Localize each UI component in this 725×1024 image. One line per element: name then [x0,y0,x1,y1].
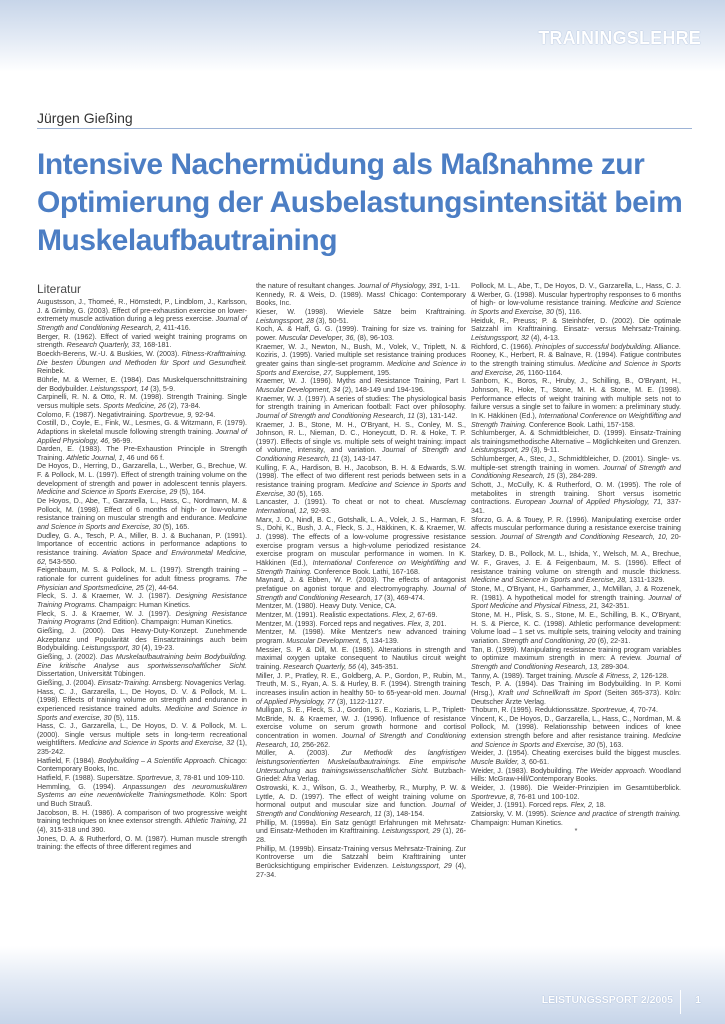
reference-text: Koch, A. & Haff, G. G. (1999). Training for size vs. training for power. [256,325,466,342]
reference-entry [37,809,247,835]
reference-text: Jacobson, B. H. (1986). A comparison of two progressive weight training techniques on knee extensor strength. [37,808,247,826]
reference-entry [256,325,466,342]
reference-pages: (5), 116. [553,307,582,316]
reference-text: Sanborn, K., Boros, R., Hruby, J., Schilling, B., O'Bryant, H., Johnson, R., Hoke, T., Stone, M. H. & Stone, M. E. (1998). Performance effects of weight training with multiple sets not to failure versus a single set to failure in women: a preliminary study. In K. Häkkinen (Ed.), [471,377,681,420]
reference-source: Principles of successful bodybuilding. [534,342,653,351]
reference-pages: (4), 4-13. [528,333,560,342]
reference-pages: 543-550. [46,557,77,566]
reference-source: Medicine and Science in Sports and Exercise, 32 [78,739,235,748]
reference-entry [256,516,466,577]
reference-text: Hass, C. J., Garzarella, L., De Hoyos, D. V. & Pollock, M. L. (2000). Single versus multiple sets in long-term recreational weightlifters. [37,722,247,748]
reference-entry [256,672,466,707]
reference-text: Vincent, K., De Hoyos, D., Garzarella, L., Hass, C., Nordman, M. & Pollock, M. (1998). Relationsship between indices of knee extension strength before and after resistance training. [471,714,681,741]
reference-source: Journal of Strength and Conditioning Research, 11 [256,801,466,819]
reference-text: Maynard, J. & Ebben, W. P. (2003). The effects of antagonist prefatigue on agonist torque and electromyography. [256,576,466,593]
reference-source: Flex, 2, [570,801,594,810]
reference-entry [256,395,466,421]
reference-pages: 256-262. [300,740,331,749]
page-number: 1 [695,994,701,1006]
reference-pages: (Seiten 365-373). Köln: Deutscher Ärzte Verlag. [471,688,681,706]
reference-text: Hemmling, G. (1994). [37,782,123,791]
reference-entry [471,680,681,706]
reference-text: Kraemer, W. J. (1997). A series of studies: The physiological basis for strength training in American football: Fact over philosophy. [256,394,466,412]
footer-band [0,946,725,1024]
reference-pages: 92-93. [308,507,331,516]
reference-source: Journal of Applied Physiology, 46, [37,427,247,445]
reference-source: Journal of Strength and Conditioning Research, 11 [256,411,415,420]
reference-entry [37,835,247,852]
reference-pages: (3), 469-474. [382,593,425,602]
reference-source: Research Quarterly, 33, [66,341,142,350]
reference-source: Muscular Development, 5, [286,636,369,645]
reference-text: the nature of resultant changes. [256,282,358,290]
reference-pages: (4), 19-23. [139,644,175,653]
reference-text: Schlumberger, A., Stec, J., Schmidtbleicher, D. (2001). Single- vs. multiple-set strength training in women. [471,455,681,472]
reference-text: Boeckh-Berens, W.-U. & Buskies, W. (2003). [37,349,182,358]
reference-text: Messier, S. P. & Dill, M. E. (1985). Alterations in strength and maximal oxygen uptake consequent to Nautilus circuit weight training. [256,645,466,671]
reference-text: Phillip, M. (1999a). Ein Satz genügt! Erfahrungen mit Mehrsatz- und Einsatz-Methoden im Krafttraining. [256,818,466,836]
reference-text: De Hoyos, D., Abe, T., Garzarella, L., Hass, C., Nordmann, M. & Pollock, M. (1998). Effect of 6 months of high- or low-volume resistance training on muscular strength and endurance. [37,497,247,523]
reference-source: Einsatz-Training. [97,678,151,687]
reference-pages: 20-24. [471,533,682,550]
reference-pages: (2), 148-149 und 194-196. [340,385,425,394]
reference-source: Athletic Training, 21 [184,817,247,826]
reference-pages: 168-181. [141,341,172,350]
reference-text: Mentzer, M. (1998). Mike Mentzer's new advanced training program. [256,628,466,645]
reference-entry [37,627,247,653]
reference-entry [256,646,466,672]
reference-source: Leistungssport, 32 [471,333,529,342]
reference-entry [471,282,681,317]
reference-pages: Conference Book. Lathi, 167-168. [311,567,420,576]
reference-text: Hass, C. J., Garzarella, L., De Hoyos, D. V. & Pollock, M. L. (1998). Effects of training volume on strength and endurance in experienced resistance trained adults. [37,687,247,713]
reference-entry [37,462,247,497]
end-mark: * [574,827,578,836]
reference-source: Anpassungen des neuromuskulären Systems an eine neuentwickelte Trainingsmethode. [37,782,247,800]
reference-entry [471,585,681,611]
reference-pages: Dissertation, Universität Tübingen. [37,670,146,679]
reference-source: Journal of Strength and Conditioning Research, 2, [37,315,247,332]
reference-entry [256,343,466,378]
reference-pages: (1), 26-28. [256,827,466,844]
reference-text: Colomo, F. (1987). Negativtraining. [37,410,149,419]
reference-entry [256,784,466,819]
reference-entry [256,421,466,464]
reference-source: Leistungssport, 14 [90,384,149,393]
reference-source: Leistungssport, 30 [81,644,140,653]
reference-entry [37,653,247,679]
reference-source: The Weider approach. [575,766,647,775]
reference-source: Flex, 2, [392,610,416,619]
reference-pages: 67-69. [415,610,438,619]
reference-text: Tanny, A. (1989). Target training. [471,671,575,680]
reference-entry [471,343,681,352]
reference-column-3 [471,282,681,836]
reference-pages: 18. [593,801,606,810]
reference-text: Gießing, J. (2002). [37,652,101,661]
header-rule [37,128,692,129]
reference-text: Müller, A. (2003). [256,749,342,758]
reference-entry [471,351,681,377]
reference-entry [256,464,466,499]
reference-pages: (4), 27-34. [256,861,466,879]
reference-entry [37,298,247,333]
reference-text: Ostrowski, K. J., Wilson, G. J., Weatherby, R., Murphy, P. W. & Lyttle, A. D. (1997). The effect of weight training volume on hormonal output and muscular size and function. [256,784,466,810]
reference-text: Kraemer, J. B., Stone, M. H., O'Bryant, H. S., Conley, M. S., Johnson, R. L., Nieman, D. C., Honeycutt, D. R. & Hoke, T. P. (1997). Effects of single vs. multiple sets of weight training: impact of volume, intensity, and variation. [256,420,466,455]
reference-source: Research Quarterly, 56 [283,662,357,671]
reference-source: Sportrevue, 3, [136,774,182,783]
reference-text: Gießing, J. (2000). Das Heavy-Duty-Konzept. Zunehmende Akzeptanz und Popularität des Einsatztrainings auch beim Bodybuilding. [37,626,247,653]
reference-entry [471,646,681,672]
reference-text: Rooney, K., Herbert, R. & Balnave, R. (1994). Fatigue contributes to the strength training stimulus. [471,351,681,368]
reference-pages: (3), 1122-1127. [334,697,385,706]
reference-entry [471,317,681,343]
reference-column-1 [37,298,247,852]
reference-entry [471,377,681,429]
reference-entry [471,455,681,481]
reference-text: Hatfield, F. (1988). Supersätze. [37,774,137,783]
reference-pages: (2), 44-64. [143,583,179,592]
reference-source: Journal of Strength and Conditioning Research, 11 [256,446,466,464]
reference-source: Science and practice of strength training. [550,810,681,819]
reference-source: Leistungssport, 29 [382,827,441,836]
reference-source: Musclemag International, 12, [256,498,466,516]
reference-pages: (3), 143-147. [339,455,382,464]
reference-source: Medicine and Science in Sports and Exercise, 27, [256,359,466,377]
reference-entry [37,757,247,774]
reference-text: Kraemer, W. J., Newton, N., Bush, M., Volek, V., Triplett, N. & Koziris, J. (1995). Varied multiple set resistance training produces greater gains than single-set programm. [256,342,466,368]
reference-entry [471,801,681,810]
reference-text: Augustsson, J., Thomeé, R., Hörnstedt, P., Lindblom, J., Karlsson, J. & Grimby, G. (2003). Effect of pre-exhaustion exercise on lower-extremety muscle activation during a leg press exercise. [37,298,247,324]
reference-entry [256,576,466,602]
reference-source: International Conference on Weightlifting and Strength Training. [256,559,466,576]
reference-text: Kennedy, R. & Weis, D. (1989). Mass! Chicago: Contemporary Books, Inc. [256,290,466,308]
reference-pages: 201. [430,619,447,628]
reference-pages: 337-341. [471,498,681,516]
reference-source: Journal of Sport Medicine and Physical Fitness, 21, [471,593,681,611]
reference-source: Sportrevue, 8, [471,792,516,801]
reference-entry [256,706,466,749]
reference-text: Kraemer, W. J. (1996). Myths and Resistance Training, Part I. [256,377,466,386]
reference-source: Aviation Space and Environmetal Medicine, 62, [37,549,247,566]
reference-entry [37,333,247,350]
reference-source: Journal of Strength and Conditioning Research, 15 [471,463,681,481]
reference-pages: Champaign: Human Kinetics. [96,600,191,609]
reference-pages: 70-74. [635,706,658,715]
reference-text: Weider, J. (1986). Die Weider-Prinzipien im Gesamtüberblick. [471,784,681,793]
reference-entry [37,419,247,445]
reference-text: Kieser, W. (1998). Wieviele Sätze beim Krafttraining. [256,307,466,316]
reference-pages: 134-139. [368,636,399,645]
reference-text: Pollock, M. L., Abe, T., De Hoyos, D. V., Garzarella, L., Hass, C. J. & Werber, G. (1998). Muscular hypertrophy responses to 6 months of high- or low-volume resistance training. [471,282,681,308]
reference-entry [256,611,466,620]
reference-text: Carpinelli, R. N. & Otto, R. M. (1998). Strength Training. Single versus multiple sets. [37,393,247,410]
reference-text: Kulling, F. A., Hardison, B. H., Jacobson, B. H. & Edwards, S.W. (1998). The effect of two different rest periods between sets in a resistance training program. [256,463,466,490]
reference-text: Weider, J. (1983). Bodybuilding. [471,766,576,775]
reference-entry [256,291,466,308]
reference-entry [37,445,247,462]
reference-pages: (8), 96-103. [355,333,395,342]
reference-source: Journal of Strength and Conditioning Research, 17 [256,584,467,602]
reference-entry [37,783,247,809]
reference-entry [37,497,247,532]
reference-entry [256,498,466,515]
reference-pages: (3), 284-289. [554,472,598,481]
reference-pages: Arnsberg: Novagenics Verlag. [150,678,246,687]
reference-text: Bührle, M. & Werner, E. (1984). Das Muskelquerschnittstraining der Bodybuilder. [37,375,247,393]
reference-entry [471,715,681,750]
reference-text: Schott, J., McCully, K. & Rutherford, O. M. (1995). The role of metabolites in strength training. Short versus isometric contractions. [471,481,681,507]
reference-source: Strength and Conditioning, 20 [501,636,596,645]
reference-text: Schlumberger, A. & Schmidtbleicher, D. (1999). Einsatz-Training als trainingsmethodische Alternative – Möglichkeiten und Grenzen. [471,429,681,446]
reference-pages: 60-61. [527,758,550,767]
section-label: TRAININGSLEHRE [538,28,701,48]
reference-entry [256,377,466,394]
journal-issue: LEISTUNGSSPORT 2/2005 [541,994,673,1006]
reference-entry [471,810,681,827]
footer-divider [680,990,681,1014]
reference-text: Lancaster, J. (1991). To cheat or not to cheat. [256,498,430,507]
reference-pages: (5), 164. [177,488,206,497]
reference-pages: Köln: Sport und Buch Strauß. [37,791,247,809]
reference-pages: (5), 165. [160,523,190,532]
reference-source: Medicine and Science in Sports and Exercise, 28, [471,576,628,585]
author-name: Jürgen Gießing [37,110,133,126]
reference-source: Medicine and Science in Sports and exercise, 30 [37,704,247,722]
reference-pages: Butzbach-Griedel: Afra Verlag. [256,766,466,784]
title-line: Optimierung der Ausbelastungsintensität beim [37,186,683,219]
reference-text: Gießing, J. (2004). [37,678,98,687]
reference-entry [471,767,681,784]
reference-entry [471,550,681,585]
reference-source: Das Muskelaufbautraining beim Bodybuilding. Eine kritische Analyse aus sportwissenschaftlicher Sicht. [37,652,247,670]
reference-source: Medicine and Science in Sports and Exercise, 30 [471,299,682,316]
reference-text: Weider, J. (1954). Cheating exercises build the biggest muscles. [471,749,681,758]
reference-text: Fleck, S. J. & Kraemer, W. J. (1987). [37,592,176,601]
reference-pages: (3), 131-142. [414,411,458,420]
reference-entry [37,393,247,410]
reference-entry [37,688,247,723]
reference-entry [37,679,247,688]
reference-entry [471,784,681,801]
reference-text: Phillip, M. (1999b). Einsatz-Training versus Mehrsatz-Training. Zur Kontroverse um die Satzzahl beim Krafttraining unter Berücksichtigung empirischer Evidenzen. [256,844,466,870]
reference-source: Medicine and Science in Sports and Exercise, 30 [471,732,681,749]
reference-source: The Physician and Sportsmedicine, 25 [37,575,247,592]
reference-pages: Supplement, 195. [333,368,391,377]
reference-pages: (5), 163. [594,740,624,749]
reference-text: Mulligan, S. E., Fleck, S. J., Gordon, S. E., Koziaris, L. P., Triplett-McBride, N. & Kraemer, W. J. (1996). Influence of resistance exercise volume on serum growth hormone and cortisol concentration in women. [256,706,466,741]
reference-text: Tan, B. (1999). Manipulating resistance training program variables to optimize maximum strength in men: A review. [471,645,681,663]
reference-pages: (1), 235-242. [37,739,247,757]
reference-text: Tesch, P. A. (1994). Das Training im Bodybuilding. In P. Komi (Hrsg.), [471,680,681,697]
reference-source: Muscle & Fitness, 2, [574,671,639,680]
reference-pages: Alliance. [652,342,681,351]
reference-source: Leistungssport, 29 [471,446,529,455]
reference-pages: 411-416. [161,323,191,332]
reference-entry [256,308,466,325]
reference-pages: Reinbek. [37,367,65,376]
reference-source: Sports Medicine, 26 [103,401,166,410]
reference-entry [471,429,681,455]
reference-pages: (2), 73-84. [165,401,201,410]
reference-entry [256,602,466,611]
reference-pages: 1-11. [442,282,461,290]
reference-entry [37,350,247,376]
reference-source: Fitness-Krafttraining. Die besten Übungen und Methoden für Sport und Gesundheit. [37,349,247,367]
reference-pages: Conference Book. Lathi, 157-158. [526,420,635,429]
reference-text: Hatfield, F. (1984). [37,756,99,765]
reference-source: Sportrevue, 4, [591,706,636,715]
reference-entry [471,481,681,516]
reference-pages: (6), 22-31. [595,636,631,645]
reference-entry [471,706,681,715]
reference-source: Muscular Development, 34 [256,385,341,394]
reference-pages: Champaign: Human Kinetics. [471,818,563,827]
reference-pages: 289-304. [599,662,630,671]
reference-column-2 [256,282,466,879]
reference-source: Medicine and Science in Sports and Exercise, 30 [256,481,466,498]
reference-text: Feigenbaum, M. S. & Pollock, M. L. (1997). Strength training – rationale for current guidelines for adult fitness programs. [37,566,247,583]
reference-source: Muscular Developer, 36, [278,333,356,342]
reference-text: Costill, D., Coyle, E., Fink, W., Lesmes, G. & Witzmann, F. (1979). Adaptions in skeletal muscle following strength training. [37,419,247,436]
reference-source: Leistungssport, 28 [256,316,314,325]
reference-source: Flex, 3, [407,619,431,628]
reference-entry [471,672,681,681]
reference-pages: (4), 315-318 und 390. [37,826,106,835]
reference-source: Designing Resistance Training Programs. [37,592,247,609]
reference-pages: (4), 345-351. [356,662,399,671]
reference-source: Leistungssport, 29 [392,861,452,870]
reference-source: Designing Resistance Training Programs [37,609,247,627]
reference-entry [256,845,466,880]
reference-text: Dudley, G. A., Tesch, P. A., Miller, B. J. & Buchanan, P. (1991). Importance of eccentric actions in performance adaptions to resistance training. [37,531,247,558]
reference-entry [37,774,247,783]
reference-text: Stone, M., O'Bryant, H., Garhammer, J., McMillan, J. & Rozenek, R. (1981). A hypothetical model for strength training. [471,584,681,602]
reference-entry [471,516,681,551]
reference-source: Athletic Journal, 1, [66,453,125,462]
reference-pages: (3), 9-11. [528,446,560,455]
reference-entry [37,376,247,393]
reference-source: Bodybuilding – A Scientific Approach. [98,756,217,765]
reference-source: Medicine and Science in Sports and Exercise, 26, [471,359,681,377]
reference-text: Heiduk, R., Preuss; P. & Steinhöfer, D. (2002). Die optimale Satzzahl im Krafttraining. Einsatz- versus Mehrsatz-Training. [471,316,681,334]
reference-entry [256,282,466,291]
reference-text: Fleck, S. J. & Kraemer, W. J. (1997). [37,609,176,618]
reference-entry [256,628,466,645]
reference-entry [37,566,247,592]
reference-entry [256,620,466,629]
reference-source: Journal of Strength and Conditioning Research, 10, [500,533,668,542]
reference-entry [471,611,681,646]
reference-source: Muscle Builder, 3, [471,758,527,767]
reference-pages: (2nd Edition). Champaign: Human Kinetics. [94,618,233,627]
reference-entry [37,722,247,757]
reference-entry [37,411,247,420]
reference-source: Journal of Strength and Conditioning Research, 10, [256,732,466,749]
reference-source: Journal of Applied Physiology, 77 [256,688,466,706]
reference-pages: Chicago: Contemporary Books, Inc. [37,756,247,774]
reference-pages: 126-128. [638,671,669,680]
reference-entry [256,749,466,784]
reference-pages: (3), 148-154. [381,810,425,819]
reference-source: Journal of Strength and Conditioning Research, 13, [471,654,682,671]
reference-pages: (3), 5-9. [148,384,176,393]
reference-source: Zur Methodik des langfristigen leistungsorientierten Muskelaufbautrainings. Eine empirische Untersuchung aus trainingswissenschaftlicher Sicht. [256,749,466,775]
reference-text: Thoburn, R. (1995). Reduktionssätze. [471,706,592,715]
reference-text: Weider, J. (1991). Forced reps. [471,801,571,810]
reference-text: Marx, J. O., Nindl, B. C., Gotshalk, L. A., Volek, J. S., Harman, F. S., Dohi, K., Bush, J. A., Fleck, S. J., Häkkinen, K. & Kraemer, W. J. (1998). The effects of a low-volume progressive resistance exercise program versus a high-volume periodized resistance exercise program on muscular performance in women. In K. Häkkinen (Ed.), [256,515,466,567]
reference-pages: 1160-1164. [525,368,563,377]
reference-text: De Hoyos, D., Herring, D., Garzarella, L., Werber, G., Brechue, W. F. & Pollock, M. L. (1997). Effect of strength training volume on the development of strength and power in adolescent tennis players. [37,462,247,488]
reference-source: Medicine and Science in Sports Exercise, 29 [37,488,178,497]
reference-source: Kraft und Schnellkraft im Sport [498,688,602,697]
reference-text: Mentzer, M. (1980). Heavy Duty. Venice, CA. [256,602,397,611]
reference-source: Journal of Physiology, 391, [357,282,443,290]
reference-text: Berger, R. (1962). Effect of varied weight training programs on strength. [37,332,247,350]
reference-entry [256,819,466,845]
reference-text: Miller, J. P., Pratley, R. E., Goldberg, A. P., Gordon, P., Rubin, M., Treuth, M. S., Ryan, A. S. & Hurley, B. F. (1994). Strength training increases insulin action in healthy 50- to 65-year-old men. [256,671,466,697]
title-line: Intensive Nachermüdung als Maßnahme zur [37,148,645,181]
reference-pages: 342-351. [599,602,630,611]
reference-source: Sportrevue, 9, [148,410,194,419]
reference-text: Starkey, D. B., Pollock, M. L., Ishida, Y., Welsch, M. A., Brechue, W. F., Graves, J. E. & Feigenbaum, M. S. (1996). Effect of resistance training volume on strength and muscle thickness. [471,550,681,576]
title-line: Muskelaufbautraining [37,224,338,257]
reference-text: Mentzer, M. (1993). Forced reps and negatives. [256,619,408,628]
article-title [37,146,687,260]
reference-source: European Journal of Applied Physiology, 71, [515,498,663,507]
reference-source: Medicine and Science in Sports and Exercise, 30 [37,514,247,532]
reference-pages: 92-94. [193,410,216,419]
reference-text: Jones, D. A. & Rutherford, O. M. (1987). Human muscle strength training: the effects of three different regimes and [37,834,247,852]
literature-heading: Literatur [37,282,82,296]
reference-pages: 96-99. [110,436,133,445]
reference-entry [471,749,681,766]
reference-pages: 78-81 und 109-110. [181,774,245,783]
reference-text: Darden, E. (1983). The Pre-Exhaustion Principle in Strength Training. [37,445,247,462]
reference-text: Sforzo, G. A. & Touey, P. R. (1996). Manipulating exercise order affects muscular performance during a resistance exercise training session. [471,515,681,542]
reference-pages: Woodland Hills: McGraw-Hill/Contemporary Books. [471,766,681,784]
reference-pages: 76-81 und 100-102. [515,792,580,801]
reference-pages: 46 und 66 f. [124,453,165,462]
reference-pages: (5), 115. [111,713,140,722]
reference-text: Zatsiorsky, V. M. (1995). [471,810,551,819]
reference-text: Richford, C. (1966). [471,342,535,351]
reference-source: International Conference on Weightlifting and Strength Training. [471,411,682,429]
reference-text: Mentzer, M. (1991). Realistic expectations. [256,610,393,619]
reference-pages: 1311-1329. [627,576,665,585]
reference-text: Stone, M. H., Plisk, S. S., Stone, M. E., Schilling, B. K., O'Bryant, H. S. & Pierce, K. C. (1998). Athletic performance development: Volume load – 1 set vs. multiple sets, training velocity and training variation. [471,610,681,645]
reference-pages: (5), 165. [295,489,324,498]
reference-entry [37,532,247,567]
reference-entry [37,610,247,627]
reference-entry [37,592,247,609]
reference-pages: (3), 50-51. [313,316,349,325]
